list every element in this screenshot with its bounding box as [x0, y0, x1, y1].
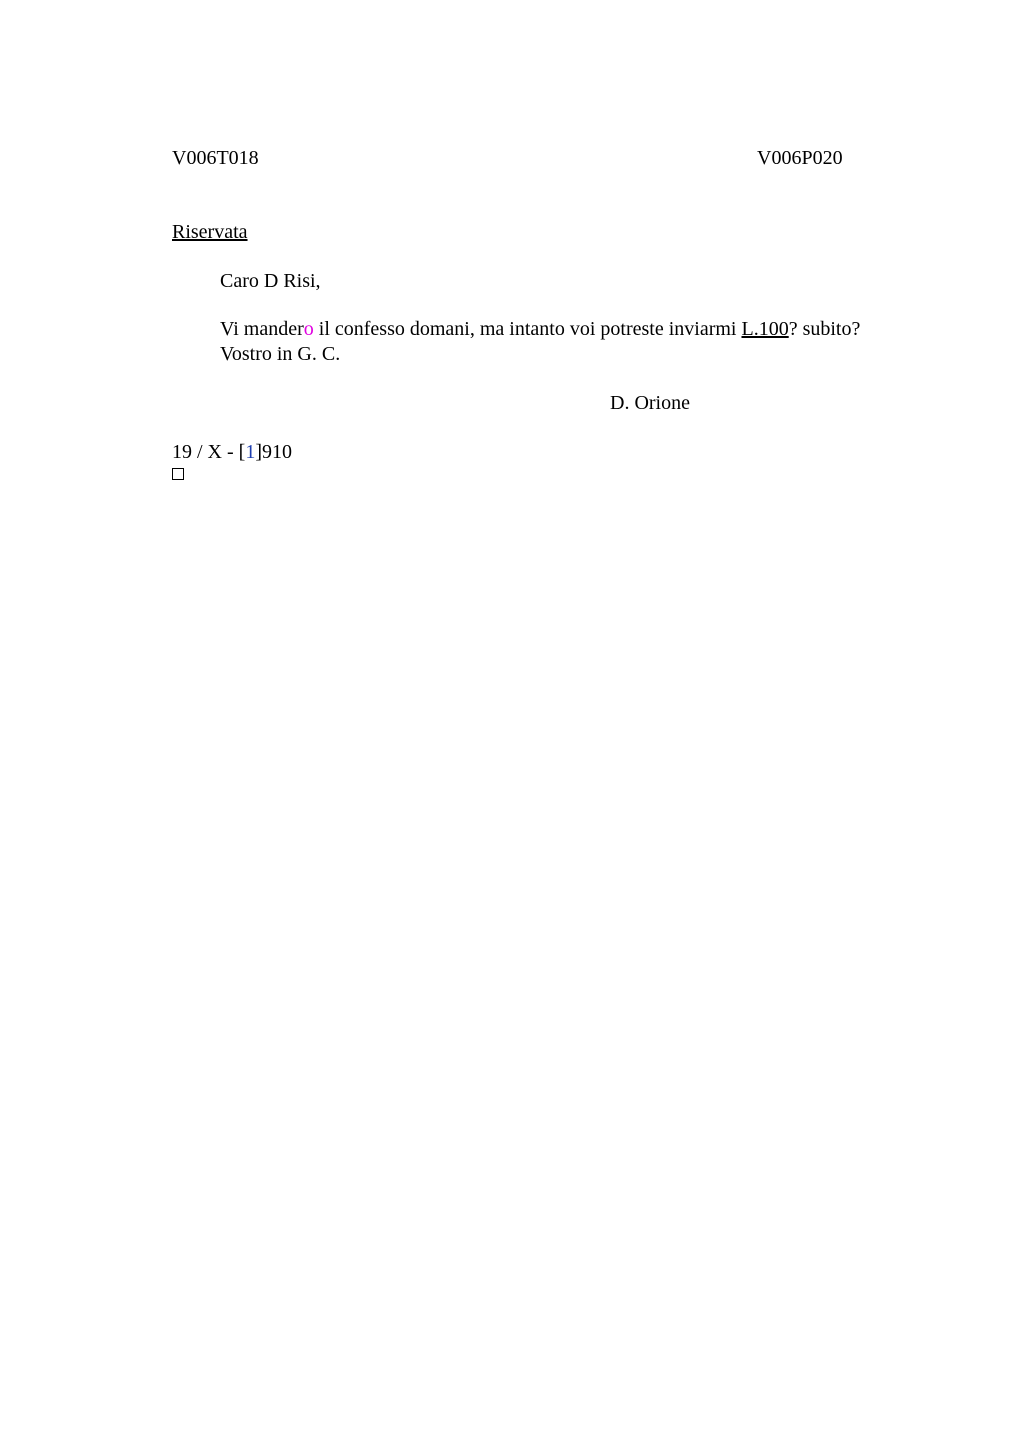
checkbox-icon: [172, 468, 184, 480]
body-part1: Vi mander: [220, 318, 304, 340]
amount: L.100: [741, 318, 789, 340]
body-part2: il confesso domani, ma intanto voi potreste inviarmi: [313, 318, 742, 340]
right-code: V006P020: [757, 147, 843, 169]
closing: Vostro in G. C.: [220, 343, 341, 365]
date-part1: 19 / X - [: [172, 441, 246, 463]
body-part3: ? subito?: [788, 318, 861, 340]
body-line: [220, 317, 860, 341]
reserved-label: Riservata: [172, 221, 248, 243]
salutation: Caro D Risi,: [220, 270, 321, 292]
left-code: V006T018: [172, 147, 259, 169]
date: [172, 440, 292, 464]
date-bracket-digit: 1: [245, 441, 256, 463]
body-mark: o: [303, 318, 314, 340]
date-part2: ]910: [255, 441, 292, 463]
signature: D. Orione: [610, 392, 690, 414]
